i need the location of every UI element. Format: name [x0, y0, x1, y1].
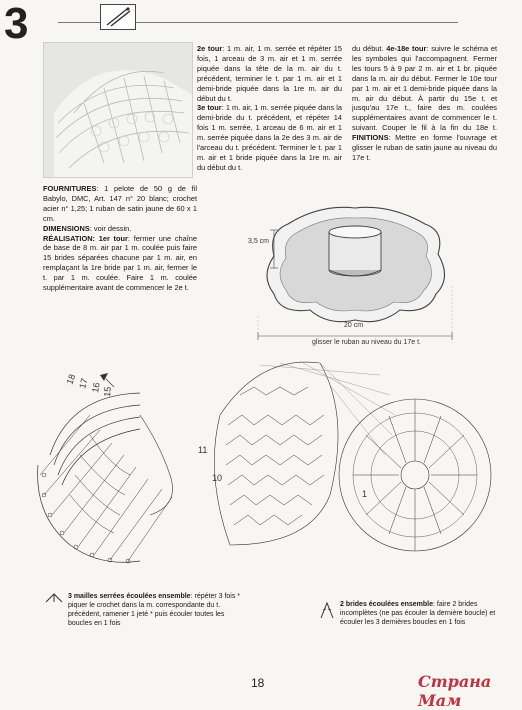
supplies-paragraph	[43, 184, 197, 224]
page-number: 18	[251, 676, 265, 690]
crochet-hook-icon	[100, 4, 136, 30]
supplies-text: : 1 pelote de 50 g de fil Babylo, DMC, Art. 147 n° 20 blanc; crochet acier n° 1,25; 1 ruban de satin jaune de 60 x 1 cm.	[43, 184, 197, 223]
round2-paragraph	[197, 44, 342, 103]
left-fan-chart	[38, 373, 173, 563]
legend-right-text: : faire 2 brides incomplètes (ne pas écouler la dernière boucle) et écouler les 3 dernières boucles en 1 fois	[340, 601, 496, 626]
round1-label: : 1er tour	[92, 233, 128, 243]
chart-label-round-10: 10	[212, 473, 223, 483]
middle-text-column	[197, 44, 342, 173]
legend-left-title: 3 mailles serrées écoulées ensemble	[68, 593, 191, 600]
round4-text-start: du début.	[352, 44, 387, 53]
product-photo	[43, 42, 193, 178]
round4-label: 4e-18e tour	[386, 44, 427, 53]
realisation-heading: RÉALISATION	[43, 233, 93, 243]
dimensions-heading: DIMENSIONS	[43, 223, 90, 233]
legend-right	[340, 600, 500, 627]
round3-text: : 1 m. air, 1 m. serrée piquée dans la demi-bride du t. précédent, et répéter 14 fois 1 m. serrée, 1 arceau de 6 m. air et 1 m. serrée piquée dans la 2e des 3 m. air de l'arceau du t. précédent. Terminer le t. par 1 m. air et 1 bride piquée dans la 1re m. air du début du t.	[197, 103, 343, 172]
realisation-paragraph	[43, 234, 197, 293]
chart-label-round-17: 17	[77, 377, 90, 390]
supplies-heading: FOURNITURES	[43, 184, 97, 193]
width-label: 20 cm	[344, 322, 364, 329]
finitions-label: FINITIONS	[352, 133, 389, 143]
chart-label-round-18: 18	[64, 372, 78, 386]
crochet-charts	[30, 355, 500, 585]
round2-text: : 1 m. air, 1 m. serrée et répéter 15 fois, 1 arceau de 3 m. air et 1 m. serrée piquée dans la tête de la m. air du t. précédent, terminer le t. par 1 m. air et 1 demi-bride piquée dans la 1re m. air du début du t.	[197, 44, 342, 103]
chart-label-round-11: 11	[198, 445, 208, 455]
round4-paragraph	[352, 44, 497, 163]
chart-label-round-16: 16	[90, 381, 102, 394]
three-stitches-symbol-icon	[44, 592, 64, 604]
left-text-column	[43, 184, 197, 293]
dimensions-paragraph	[43, 224, 197, 234]
round2-label: 2e tour	[197, 44, 223, 53]
finitions-text: : Mettre en forme l'ouvrage et glisser le ruban de satin jaune au niveau du 17e t.	[352, 133, 497, 162]
round4-text: : suivre le schéma et les symboles qui l'accompagnent. Fermer les tours 5 à 9 par 2 m. air et 1 br. piquée dans la m. air du début. Fermer le 10e tour par 1 m. air et 1 demi-bride piquée dans la m. air du début. À partir du 15e t. et jusqu'au 17e t., faire des m. coulées supplémentaires avant de commencer le t. suivant. Couper le fil à la fin du 18e t.	[352, 44, 497, 133]
center-mesh-chart	[214, 361, 395, 545]
legend-left-text: : répéter 3 fois * piquer le crochet dans la m. correspondante du t. précédent, ramener 1 jeté * puis écouler toutes les boucles en 1 fois	[68, 593, 241, 627]
chart-label-round-1: 1	[362, 489, 368, 499]
schematic-drawing	[240, 186, 470, 356]
dimensions-text: : voir dessin.	[89, 223, 132, 233]
ribbon-note: glisser le ruban au niveau du 17e t.	[312, 339, 421, 346]
round3-label: 3e tour	[197, 103, 222, 113]
round3-paragraph	[197, 103, 342, 172]
round1-text: : fermer une chaîne de base de 8 m. air par 1 m. coulée puis faire 15 brides séparées chacune par 1 m. air, en remplaçant la 1re bride par 1 m. air, fermer le t. par 1 m. coulée. Faire 1 m. coulée supplémentaire avant de commencer le 2e t.	[43, 233, 198, 293]
legend-right-title: 2 brides écoulées ensemble	[340, 601, 433, 608]
legend-left	[68, 592, 248, 628]
chart-label-round-15: 15	[102, 386, 113, 398]
pattern-number: 3	[4, 0, 29, 48]
height-label: 3,5 cm	[248, 238, 270, 245]
center-circle-chart	[339, 399, 491, 551]
two-trebles-symbol-icon	[318, 600, 336, 620]
right-text-column	[352, 44, 497, 163]
site-watermark: Страна Мам	[418, 672, 492, 710]
